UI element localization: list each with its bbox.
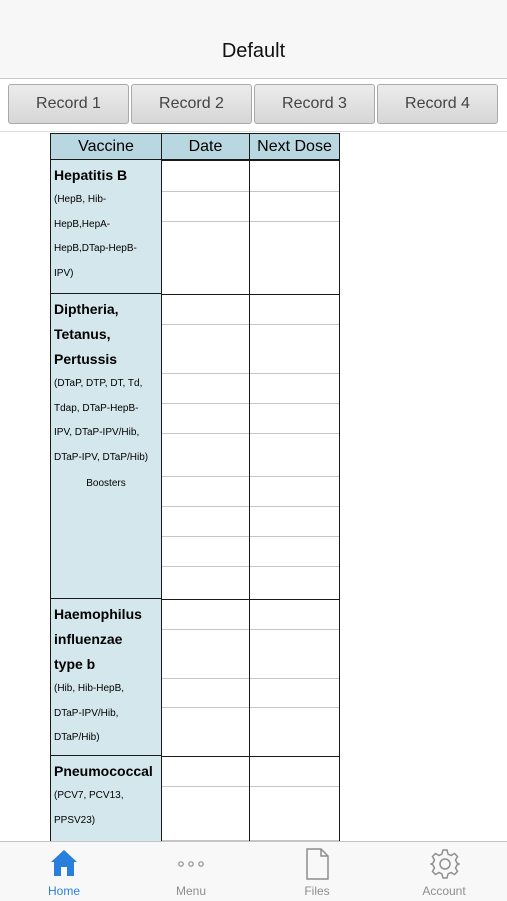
entry-row-divider <box>250 403 339 404</box>
entry-row-divider <box>162 566 249 567</box>
vaccine-name: Diptheria, <box>54 301 119 317</box>
tab-bar <box>0 841 507 901</box>
vaccine-name: influenzae <box>54 631 123 647</box>
entry-row-divider <box>162 786 249 787</box>
vaccine-aliases: HepB,HepA- <box>54 218 111 230</box>
navigation-bar <box>0 0 507 79</box>
entry-row-divider <box>162 294 249 295</box>
home-icon <box>50 848 78 878</box>
tab-menu[interactable] <box>128 842 254 901</box>
entry-row-divider <box>162 160 249 161</box>
record-1-button[interactable]: Record 1 <box>8 84 129 124</box>
entry-row-divider <box>162 221 249 222</box>
record-2-button[interactable]: Record 2 <box>131 84 252 124</box>
entry-row-divider <box>250 536 339 537</box>
vaccine-cell-hepatitis-b <box>50 160 162 294</box>
entry-row-divider <box>162 756 249 757</box>
record-selector <box>0 79 507 132</box>
vaccine-aliases: Tdap, DTaP-HepB- <box>54 402 139 414</box>
vaccine-name: Pneumococcal <box>54 763 153 779</box>
entry-row-divider <box>250 433 339 434</box>
entry-row-divider <box>250 707 339 708</box>
entry-row-divider <box>250 191 339 192</box>
date-column-header: Date <box>161 133 250 160</box>
vaccine-aliases: DTaP-IPV, DTaP/Hib) <box>54 451 149 463</box>
vaccine-name: Pertussis <box>54 351 118 367</box>
entry-row-divider <box>250 756 339 757</box>
page-title: Default <box>221 40 286 62</box>
entry-row-divider <box>250 786 339 787</box>
entry-row-divider <box>162 403 249 404</box>
entry-row-divider <box>250 324 339 325</box>
vaccine-aliases: DTaP-IPV/Hib, <box>54 707 119 719</box>
entry-row-divider <box>250 506 339 507</box>
file-icon <box>303 848 331 880</box>
vaccine-aliases: IPV) <box>54 267 74 279</box>
vaccine-name: Haemophilus <box>54 606 142 622</box>
record-4-button[interactable]: Record 4 <box>377 84 498 124</box>
vaccine-name: Hepatitis B <box>54 167 128 183</box>
entry-row-divider <box>162 629 249 630</box>
tab-files[interactable] <box>254 842 380 901</box>
entry-row-divider <box>250 160 339 161</box>
entry-row-divider <box>250 373 339 374</box>
entry-row-divider <box>162 324 249 325</box>
entry-row-divider <box>162 191 249 192</box>
entry-row-divider <box>250 221 339 222</box>
vaccine-name: type b <box>54 656 96 672</box>
boosters-label: Boosters <box>86 478 126 489</box>
vaccine-cell-hib <box>50 599 162 756</box>
next-dose-column <box>249 160 340 841</box>
tab-label: Files <box>304 884 330 898</box>
entry-row-divider <box>162 707 249 708</box>
vaccine-aliases: (HepB, Hib- <box>54 194 107 205</box>
entry-row-divider <box>250 599 339 600</box>
entry-row-divider <box>250 566 339 567</box>
entry-row-divider <box>250 294 339 295</box>
vaccine-name: Tetanus, <box>54 326 111 342</box>
vaccine-aliases: PPSV23) <box>54 814 96 826</box>
vaccine-aliases: HepB,DTap-HepB- <box>54 243 137 254</box>
tab-label: Account <box>422 884 466 898</box>
entry-row-divider <box>250 629 339 630</box>
entry-row-divider <box>162 506 249 507</box>
entry-row-divider <box>162 599 249 600</box>
vaccine-table <box>50 133 340 841</box>
vaccine-aliases: IPV, DTaP-IPV/Hib, <box>54 427 140 438</box>
vaccine-cell-dtap <box>50 294 162 599</box>
entry-row-divider <box>162 476 249 477</box>
entry-row-divider <box>162 536 249 537</box>
tab-account[interactable] <box>381 842 507 901</box>
date-column <box>161 160 250 841</box>
entry-row-divider <box>162 433 249 434</box>
vaccine-cell-pneumococcal <box>50 756 162 841</box>
tab-label: Home <box>47 884 80 898</box>
more-icon <box>177 848 205 878</box>
vaccine-aliases: DTaP/Hib) <box>54 732 100 743</box>
record-3-button[interactable]: Record 3 <box>254 84 375 124</box>
entry-row-divider <box>162 373 249 374</box>
vaccine-aliases: (PCV7, PCV13, <box>54 790 124 801</box>
gear-icon <box>430 848 460 880</box>
entry-row-divider <box>250 678 339 679</box>
table-header-row <box>50 133 340 160</box>
entry-row-divider <box>250 476 339 477</box>
next-dose-column-header: Next Dose <box>249 133 340 160</box>
vaccine-aliases: (DTaP, DTP, DT, Td, <box>54 378 143 389</box>
vaccine-column-header: Vaccine <box>50 133 162 160</box>
vaccine-aliases: (Hib, Hib-HepB, <box>54 683 125 694</box>
entry-row-divider <box>162 678 249 679</box>
tab-home[interactable] <box>1 842 127 901</box>
tab-label: Menu <box>175 884 207 898</box>
